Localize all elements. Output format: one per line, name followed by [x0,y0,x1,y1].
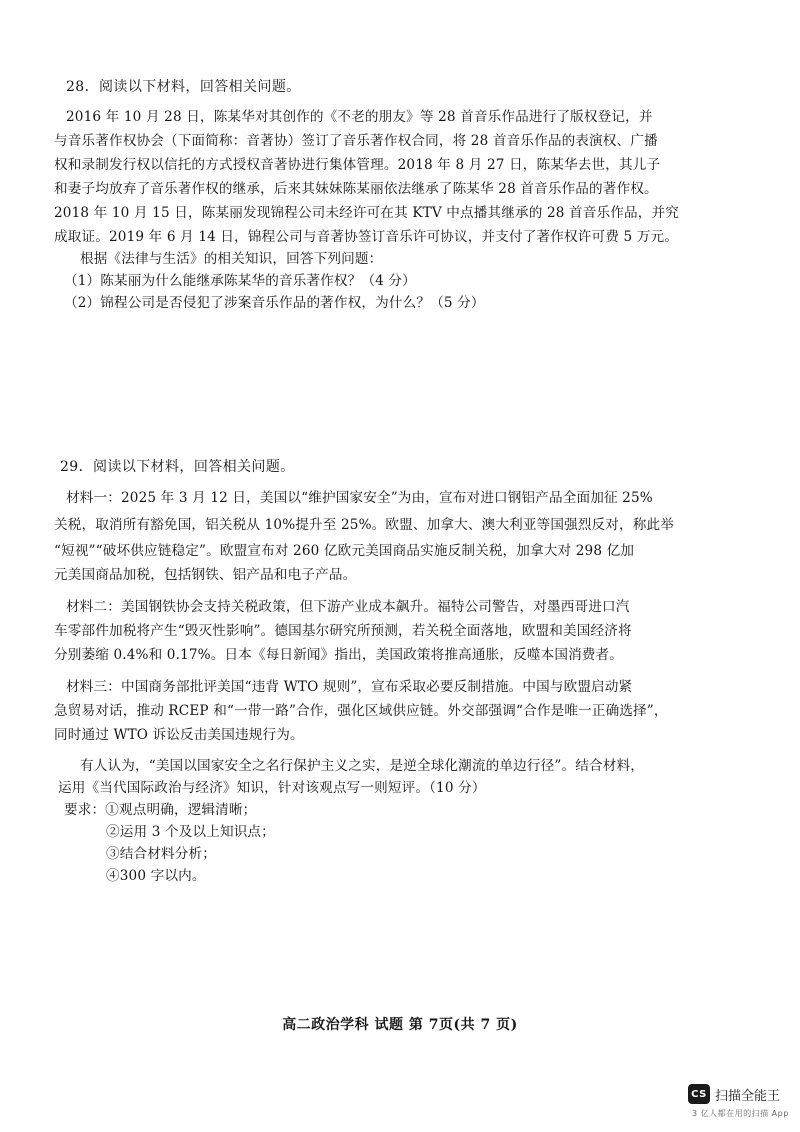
q29-requirements-label: 要求：①观点明确，逻辑清晰； [64,802,257,818]
q29-prompt-line: 运用《当代国际政治与经济》知识，针对该观点写一则短评。（10 分） [58,780,486,796]
q29-requirement: ②运用 3 个及以上知识点； [106,824,275,840]
page-footer: 高二政治学科 试题 第 7页(共 7 页) [282,1017,518,1033]
q28-paragraph-line: 成取证。2019 年 6 月 14 日，锦程公司与音著协签订音乐许可协议，并支付了著作权许可费 5 万元。 [54,229,678,245]
q29-heading: 29．阅读以下材料，回答相关问题。 [60,459,295,475]
q29-material3-line: 急贸易对话，推动 RCEP 和“一带一路”合作，强化区域供应链。外交部强调“合作是唯一正确选择”， [54,703,668,719]
q29-material3-line: 同时通过 WTO 诉讼反击美国违规行为。 [54,727,304,743]
q29-material3-line: 材料三：中国商务部批评美国“违背 WTO 规则”，宣布采取必要反制措施。中国与欧盟启动紧 [66,679,633,695]
q28-question-1: （1）陈某丽为什么能继承陈某华的音乐著作权？（4 分） [64,273,416,289]
q28-instruction: 根据《法律与生活》的相关知识，回答下列问题： [80,251,383,267]
q29-material1-line: “短视”“破坏供应链稳定”。欧盟宣布对 260 亿欧元美国商品实施反制关税，加拿大对 298 亿加 [54,543,635,559]
scanner-tagline: 3 亿人都在用的扫描 App [692,1109,789,1118]
q29-material1-line: 元美国商品加税，包括钢铁、铝产品和电子产品。 [54,567,357,583]
camscanner-logo-icon: CS [688,1084,710,1104]
q29-material1-line: 关税，取消所有豁免国，铝关税从 10%提升至 25%。欧盟、加拿大、澳大利亚等国强烈反对，称此举 [54,517,675,533]
q29-prompt-line: 有人认为，“美国以国家安全之名行保护主义之实，是逆全球化潮流的单边行径”。结合材料， [80,758,644,774]
q29-requirement: ④300 字以内。 [106,868,206,884]
q29-material1-line: 材料一：2025 年 3 月 12 日，美国以“维护国家安全”为由，宣布对进口钢铝产品全面加征 25% [66,490,653,506]
q28-heading: 28．阅读以下材料，回答相关问题。 [66,79,301,95]
scanner-watermark [688,1084,780,1104]
q28-question-2: （2）锦程公司是否侵犯了涉案音乐作品的著作权，为什么？（5 分） [64,295,485,311]
q28-paragraph-line: 权和录制发行权以信托的方式授权音著协进行集体管理。2018 年 8 月 27 日，陈某华去世，其儿子 [54,157,661,173]
q28-paragraph-line: 与音乐著作权协会（下面简称：音著协）签订了音乐著作权合同，将 28 首音乐作品的表演权、广播 [54,133,658,149]
q29-material2-line: 材料二：美国钢铁协会支持关税政策，但下游产业成本飙升。福特公司警告，对墨西哥进口汽 [66,599,630,615]
q28-paragraph-line: 2016 年 10 月 28 日，陈某华对其创作的《不老的朋友》等 28 首音乐作品进行了版权登记，并 [66,109,653,125]
q29-requirement: ③结合材料分析； [106,846,216,862]
q29-material2-line: 分别萎缩 0.4%和 0.17%。日本《每日新闻》指出，美国政策将推高通胀，反噬本国消费者。 [54,647,624,663]
q28-paragraph-line: 和妻子均放弃了音乐著作权的继承，后来其妹妹陈某丽依法继承了陈某华 28 首音乐作品的著作权。 [54,181,658,197]
scanner-app-name: 扫描全能王 [715,1088,781,1104]
q28-paragraph-line: 2018 年 10 月 15 日，陈某丽发现锦程公司未经许可在其 KTV 中点播其继承的 28 首音乐作品，并究 [54,205,680,221]
q29-material2-line: 车零部件加税将产生“毁灭性影响”。德国基尔研究所预测，若关税全面落地，欧盟和美国经济将 [54,623,632,639]
